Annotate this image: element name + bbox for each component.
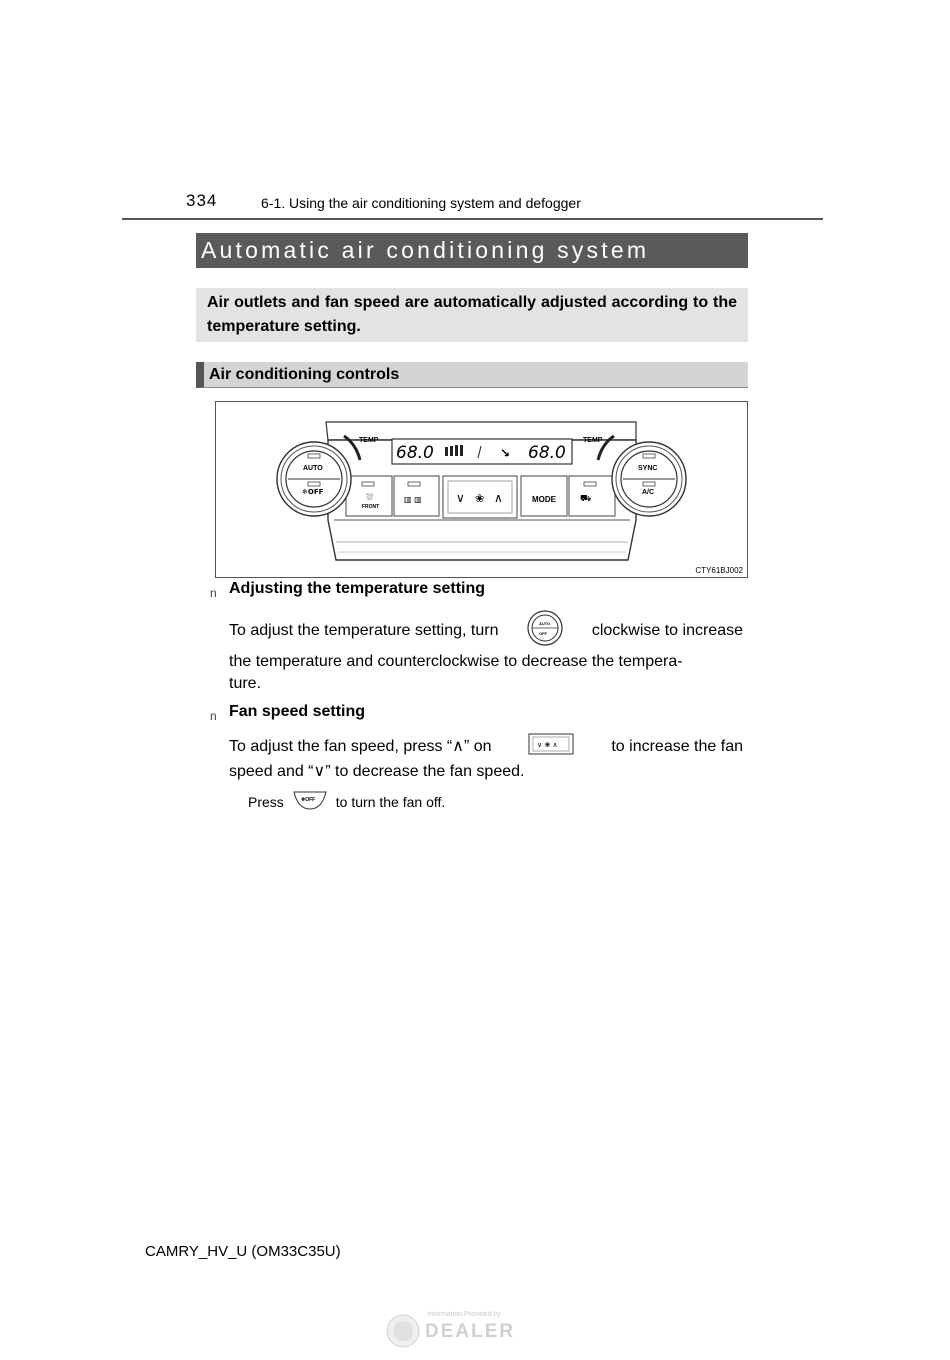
watermark-caption: Information Provided by [427, 1311, 501, 1318]
svg-text:⛆: ⛆ [366, 493, 374, 503]
subsection-heading: Air conditioning controls [196, 362, 748, 388]
note-text-start: Press [248, 793, 284, 810]
note-text-end: to turn the fan off. [335, 793, 446, 810]
item-heading-temperature: Adjusting the temperature setting [229, 580, 486, 597]
svg-text:OFF: OFF [539, 630, 548, 636]
fan-off-note [248, 789, 445, 814]
temperature-text-clockwise: clockwise to increase [591, 622, 743, 639]
svg-text:❄OFF: ❄OFF [300, 797, 315, 803]
dealer-watermark [385, 1307, 555, 1351]
sync-label: SYNC [638, 465, 658, 472]
svg-text:❀: ❀ [475, 492, 485, 505]
bullet-marker: n [210, 586, 217, 600]
section-banner: Automatic air conditioning system [196, 233, 748, 268]
temp-display-right: 68.0 [528, 443, 566, 463]
ac-controls-figure [215, 401, 748, 578]
fan-text-rest: speed and “∨” to decrease the fan speed. [229, 763, 525, 780]
svg-text:↘: ↘ [500, 446, 511, 460]
fan-text-start: To adjust the fan speed, press “∧” on [229, 738, 492, 755]
footer-model-code: CAMRY_HV_U (OM33C35U) [145, 1243, 341, 1260]
figure-code: CTY61BJ002 [695, 566, 743, 575]
svg-text:▥ ▥: ▥ ▥ [404, 495, 422, 504]
temperature-instructions [229, 614, 743, 695]
ac-label: A/C [642, 489, 655, 496]
off-label: ❄OFF [302, 488, 324, 496]
svg-text:∨: ∨ [456, 491, 465, 505]
fan-speed-button-icon [528, 732, 574, 763]
svg-text:⛟: ⛟ [580, 494, 592, 504]
fan-text-increase: to increase the fan [611, 738, 743, 755]
temperature-text-start: To adjust the temperature setting, turn [229, 622, 499, 639]
temp-display-left: 68.0 [396, 443, 434, 463]
svg-text:FRONT: FRONT [362, 504, 380, 510]
section-header: 6-1. Using the air conditioning system and defogger [261, 195, 581, 211]
mode-label: MODE [532, 495, 556, 504]
header-divider [122, 218, 823, 220]
svg-text:∧: ∧ [494, 491, 503, 505]
ac-panel-illustration [216, 402, 749, 579]
fan-speed-instructions [229, 735, 743, 783]
svg-text:∨ ❀ ∧: ∨ ❀ ∧ [537, 740, 558, 749]
item-heading-fan-speed: Fan speed setting [229, 703, 366, 720]
temp-label-right: TEMP [583, 437, 603, 444]
summary-box: Air outlets and fan speed are automatically adjusted according to the temperature setting. [196, 288, 748, 342]
page-number: 334 [186, 191, 218, 210]
svg-text:AUTO: AUTO [539, 620, 551, 626]
auto-label: AUTO [303, 465, 323, 472]
temperature-text-rest: the temperature and counterclockwise to decrease the tempera- ture. [229, 653, 683, 692]
temp-label-left: TEMP [359, 437, 379, 444]
fan-off-button-icon [292, 789, 328, 814]
watermark-brand: DEALER [425, 1321, 516, 1342]
bullet-marker: n [210, 709, 217, 723]
auto-knob-icon [526, 609, 564, 654]
